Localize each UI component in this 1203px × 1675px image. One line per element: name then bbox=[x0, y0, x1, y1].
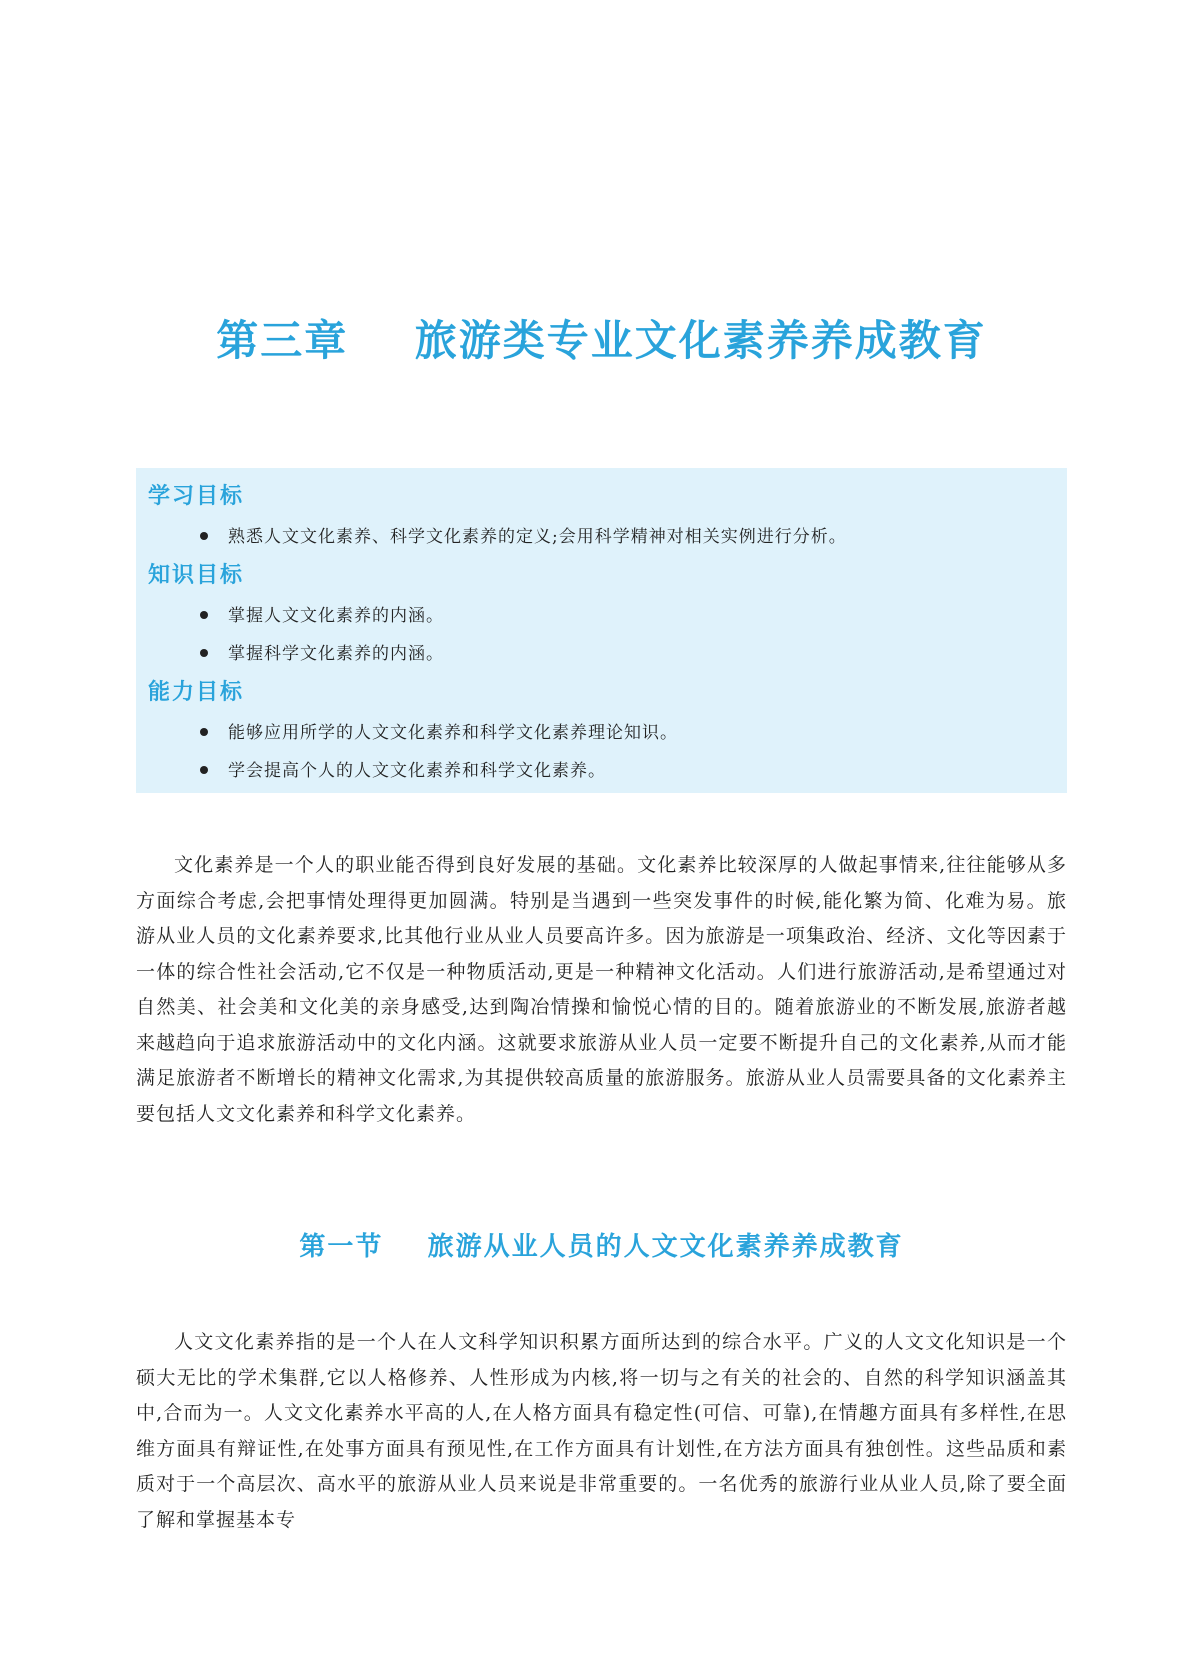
chapter-title: 第三章 旅游类专业文化素养养成教育 bbox=[216, 316, 987, 365]
bullet-icon bbox=[200, 611, 208, 619]
section-paragraph: 人文文化素养指的是一个人在人文科学知识积累方面所达到的综合水平。广义的人文文化知识是一个硕大无比的学术集群,它以人格修养、人性形成为内核,将一切与之有关的社会的、自然的科学知识涵盖其中,合而为一。人文文化素养水平高的人,在人格方面具有稳定性(可信、可靠),在情趣方面具有多样性,在思维方面具有辩证性,在处事方面具有预见性,在工作方面具有计划性,在方法方面具有独创性。这些品质和素质对于一个高层次、高水平的旅游从业人员来说是非常重要的。一名优秀的旅游行业从业人员,除了要全面了解和掌握基本专 bbox=[136, 1331, 1067, 1531]
bullet-icon bbox=[200, 728, 208, 736]
objective-text: 掌握科学文化素养的内涵。 bbox=[228, 644, 444, 664]
objective-item bbox=[148, 636, 1067, 674]
intro-paragraph: 文化素养是一个人的职业能否得到良好发展的基础。文化素养比较深厚的人做起事情来,往往能够从多方面综合考虑,会把事情处理得更加圆满。特别是当遇到一些突发事件的时候,能化繁为简、化难为易。旅游从业人员的文化素养要求,比其他行业从业人员要高许多。因为旅游是一项集政治、经济、文化等因素于一体的综合性社会活动,它不仅是一种物质活动,更是一种精神文化活动。人们进行旅游活动,是希望通过对自然美、社会美和文化美的亲身感受,达到陶冶情操和愉悦心情的目的。随着旅游业的不断发展,旅游者越来越趋向于追求旅游活动中的文化内涵。这就要求旅游从业人员一定要不断提升自己的文化素养,从而才能满足旅游者不断增长的精神文化需求,为其提供较高质量的旅游服务。旅游从业人员需要具备的文化素养主要包括人文文化素养和科学文化素养。 bbox=[136, 854, 1067, 1125]
bullet-icon bbox=[200, 532, 208, 540]
objective-text: 熟悉人文文化素养、科学文化素养的定义;会用科学精神对相关实例进行分析。 bbox=[228, 527, 847, 547]
knowledge-objectives-heading: 知识目标 bbox=[148, 563, 245, 588]
ability-objectives-heading: 能力目标 bbox=[148, 680, 245, 705]
objective-text: 能够应用所学的人文文化素养和科学文化素养理论知识。 bbox=[228, 723, 678, 743]
bullet-icon bbox=[200, 766, 208, 774]
learning-objectives bbox=[148, 482, 1067, 557]
objective-item bbox=[148, 753, 1067, 791]
objective-item bbox=[148, 519, 1067, 557]
objective-item bbox=[148, 715, 1067, 753]
knowledge-objectives bbox=[148, 561, 1067, 674]
bullet-icon bbox=[200, 649, 208, 657]
ability-objectives bbox=[148, 678, 1067, 791]
learning-objectives-heading: 学习目标 bbox=[148, 484, 245, 509]
objective-text: 掌握人文文化素养的内涵。 bbox=[228, 606, 444, 626]
objectives-box bbox=[136, 468, 1067, 793]
section-title: 第一节 旅游从业人员的人文文化素养养成教育 bbox=[299, 1232, 904, 1262]
objective-text: 学会提高个人的人文文化素养和科学文化素养。 bbox=[228, 761, 606, 781]
objective-item bbox=[148, 598, 1067, 636]
